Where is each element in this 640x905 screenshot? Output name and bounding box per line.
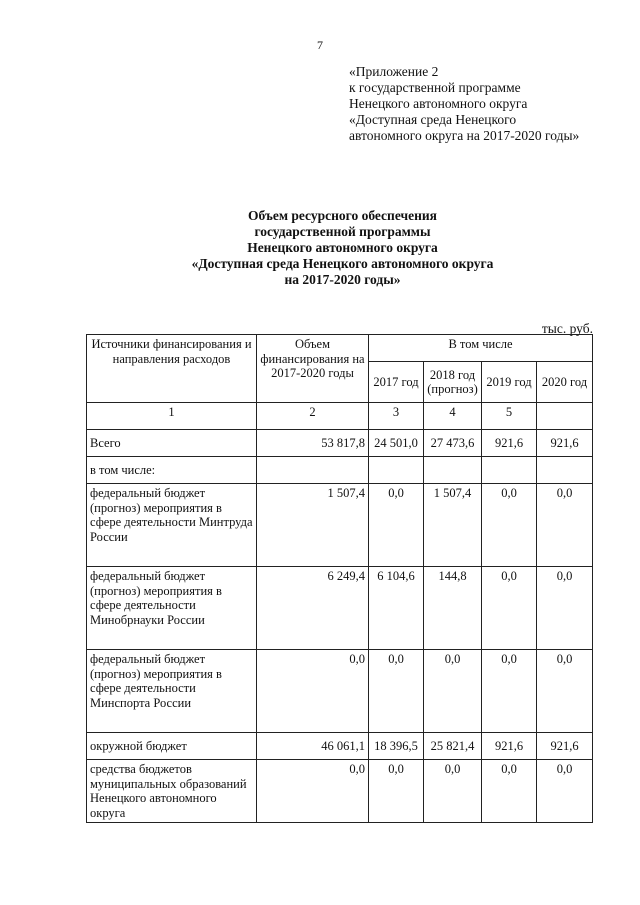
row-2020: 0,0	[537, 760, 593, 823]
row-2018: 27 473,6	[424, 430, 482, 457]
page-number: 7	[317, 38, 323, 52]
funding-table	[86, 334, 593, 823]
row-2017: 18 396,5	[369, 733, 424, 760]
row-total: 1 507,4	[257, 484, 369, 567]
header-total: Объем финансирования на 2017-2020 годы	[257, 335, 369, 403]
row-name: окружной бюджет	[87, 733, 257, 760]
row-2017: 6 104,6	[369, 567, 424, 650]
column-number: 5	[482, 403, 537, 430]
row-total: 0,0	[257, 760, 369, 823]
appendix-note	[349, 64, 579, 144]
table-row	[87, 430, 593, 457]
table-row	[87, 567, 593, 650]
row-name: федеральный бюджет (прогноз) мероприятия в сфере деятельности Минобрнауки России	[87, 567, 257, 650]
header-year-2017: 2017 год	[369, 362, 424, 403]
row-2017: 24 501,0	[369, 430, 424, 457]
row-name: в том числе:	[87, 457, 257, 484]
row-2019: 0,0	[482, 567, 537, 650]
row-2017	[369, 457, 424, 484]
title-line: Объем ресурсного обеспечения	[248, 208, 437, 223]
appendix-line: «Доступная среда Ненецкого	[349, 112, 517, 127]
table-row	[87, 457, 593, 484]
row-2019: 0,0	[482, 484, 537, 567]
title-line: «Доступная среда Ненецкого автономного округа	[191, 256, 494, 271]
row-total: 0,0	[257, 650, 369, 733]
unit-label: тыс. руб.	[541, 321, 593, 336]
row-2019	[482, 457, 537, 484]
row-total: 46 061,1	[257, 733, 369, 760]
row-name: федеральный бюджет (прогноз) мероприятия в сфере деятельности Минтруда России	[87, 484, 257, 567]
row-2019: 921,6	[482, 430, 537, 457]
title-line: Ненецкого автономного округа	[247, 240, 438, 255]
row-2019: 0,0	[482, 760, 537, 823]
row-2019: 0,0	[482, 650, 537, 733]
column-number	[537, 403, 593, 430]
row-2018: 25 821,4	[424, 733, 482, 760]
row-name: средства бюджетов муниципальных образований Ненецкого автономного округа	[87, 760, 257, 823]
row-2020: 921,6	[537, 733, 593, 760]
table-row	[87, 733, 593, 760]
column-number: 3	[369, 403, 424, 430]
appendix-line: к государственной программе	[349, 80, 521, 95]
title-line: на 2017-2020 годы»	[284, 272, 401, 287]
column-number: 4	[424, 403, 482, 430]
header-year-2018: 2018 год (прогноз)	[424, 362, 482, 403]
table-row	[87, 650, 593, 733]
row-name: федеральный бюджет (прогноз) мероприятия в сфере деятельности Минспорта России	[87, 650, 257, 733]
row-name: Всего	[87, 430, 257, 457]
row-total	[257, 457, 369, 484]
row-2020	[537, 457, 593, 484]
table-row	[87, 484, 593, 567]
row-2018: 0,0	[424, 650, 482, 733]
row-total: 6 249,4	[257, 567, 369, 650]
row-2020: 921,6	[537, 430, 593, 457]
document-title	[0, 208, 640, 288]
appendix-line: «Приложение 2	[349, 64, 439, 79]
appendix-line: автономного округа на 2017-2020 годы»	[349, 128, 580, 143]
row-2018: 0,0	[424, 760, 482, 823]
row-2019: 921,6	[482, 733, 537, 760]
row-2018	[424, 457, 482, 484]
row-2018: 1 507,4	[424, 484, 482, 567]
title-line: государственной программы	[254, 224, 431, 239]
column-number: 2	[257, 403, 369, 430]
row-total: 53 817,8	[257, 430, 369, 457]
row-2020: 0,0	[537, 650, 593, 733]
row-2018: 144,8	[424, 567, 482, 650]
row-2017: 0,0	[369, 650, 424, 733]
table-row	[87, 760, 593, 823]
column-number: 1	[87, 403, 257, 430]
header-year-2019: 2019 год	[482, 362, 537, 403]
row-2020: 0,0	[537, 484, 593, 567]
header-source: Источники финансирования и направления расходов	[87, 335, 257, 403]
row-2020: 0,0	[537, 567, 593, 650]
header-including: В том числе	[369, 335, 593, 362]
appendix-line: Ненецкого автономного округа	[349, 96, 528, 111]
row-2017: 0,0	[369, 760, 424, 823]
header-year-2020: 2020 год	[537, 362, 593, 403]
row-2017: 0,0	[369, 484, 424, 567]
